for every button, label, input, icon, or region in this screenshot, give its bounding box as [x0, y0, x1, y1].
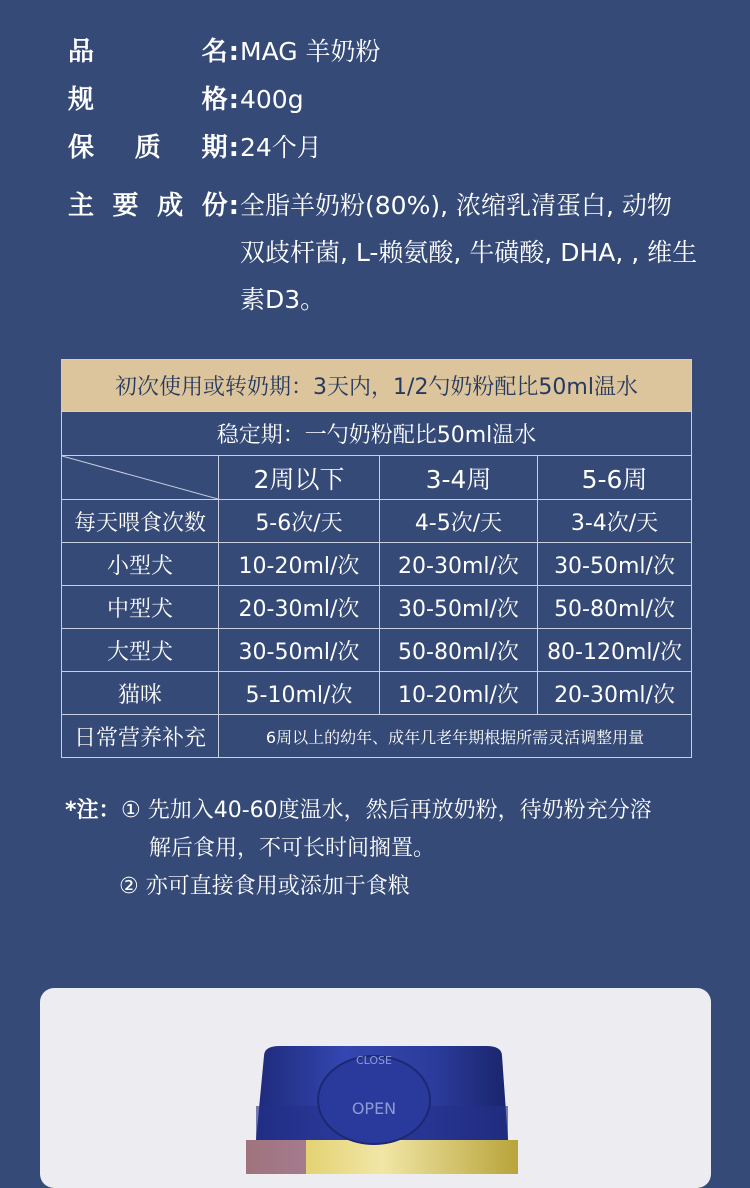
milk-powder-can-image	[246, 1044, 518, 1174]
usage-notes	[65, 792, 705, 906]
shelf-life-value: 24个月	[240, 133, 322, 162]
shelf-life-label: 保 质 期:	[68, 133, 240, 163]
table-row	[62, 500, 692, 543]
ingredients-value: 全脂羊奶粉(80%), 浓缩乳清蛋白, 动物 双歧杆菌, L-赖氨酸, 牛磺酸, DHA, , 维生 素D3。	[240, 191, 698, 314]
table-cell: 30-50ml/次	[538, 543, 692, 586]
column-header: 2周以下	[219, 456, 380, 500]
table-cell: 50-80ml/次	[380, 629, 538, 672]
table-row	[62, 586, 692, 629]
note-1	[65, 792, 705, 830]
table-cell: 50-80ml/次	[538, 586, 692, 629]
lid-close-text: CLOSE	[355, 1054, 393, 1067]
info-row-spec	[68, 76, 708, 124]
table-cell: 80-120ml/次	[538, 629, 692, 672]
table-cell: 4-5次/天	[380, 500, 538, 543]
table-cell: 10-20ml/次	[380, 672, 538, 715]
table-row	[62, 715, 692, 758]
row-label: 大型犬	[62, 629, 219, 672]
name-value: MAG 羊奶粉	[240, 37, 381, 66]
table-cell: 10-20ml/次	[219, 543, 380, 586]
table-cell: 5-6次/天	[219, 500, 380, 543]
row-label: 每天喂食次数	[62, 500, 219, 543]
table-cell: 20-30ml/次	[380, 543, 538, 586]
table-cell: 20-30ml/次	[538, 672, 692, 715]
spec-label: 规 格:	[68, 85, 240, 115]
diagonal-line	[62, 456, 218, 499]
table-column-headers	[62, 456, 692, 500]
table-cell: 6周以上的幼年、成年几老年期根据所需灵活调整用量	[219, 715, 692, 758]
transition-header: 初次使用或转奶期：3天内，1/2勺奶粉配比50ml温水	[62, 360, 692, 412]
ingredients-label: 主 要 成 份:	[68, 191, 240, 221]
note-1-line-2: 解后食用，不可长时间搁置。	[149, 836, 436, 861]
column-header: 3-4周	[380, 456, 538, 500]
info-row-ingredients	[68, 182, 708, 323]
feeding-table	[61, 359, 692, 758]
table-header-stable	[62, 412, 692, 456]
table-cell: 30-50ml/次	[219, 629, 380, 672]
table-row	[62, 543, 692, 586]
table-cell: 20-30ml/次	[219, 586, 380, 629]
table-header-transition	[62, 360, 692, 412]
note-1-line-1: ① 先加入40-60度温水，然后再放奶粉，待奶粉充分溶	[121, 798, 652, 823]
stable-header: 稳定期：一勺奶粉配比50ml温水	[62, 412, 692, 456]
column-header: 5-6周	[538, 456, 692, 500]
diagonal-cell	[62, 456, 219, 500]
table-row	[62, 629, 692, 672]
table-cell: 3-4次/天	[538, 500, 692, 543]
row-label: 小型犬	[62, 543, 219, 586]
table-row	[62, 672, 692, 715]
lid-open-text: OPEN	[351, 1099, 397, 1118]
info-row-name	[68, 28, 708, 76]
name-label: 品 名:	[68, 37, 240, 67]
info-row-shelf-life	[68, 124, 708, 172]
row-label: 猫咪	[62, 672, 219, 715]
note-2: ② 亦可直接食用或添加于食粮	[119, 874, 410, 899]
spec-value: 400g	[240, 85, 304, 114]
table-cell: 30-50ml/次	[380, 586, 538, 629]
table-cell: 5-10ml/次	[219, 672, 380, 715]
row-label: 日常营养补充	[62, 715, 219, 758]
note-prefix: *注：	[65, 798, 121, 823]
row-label: 中型犬	[62, 586, 219, 629]
product-info	[68, 28, 708, 323]
